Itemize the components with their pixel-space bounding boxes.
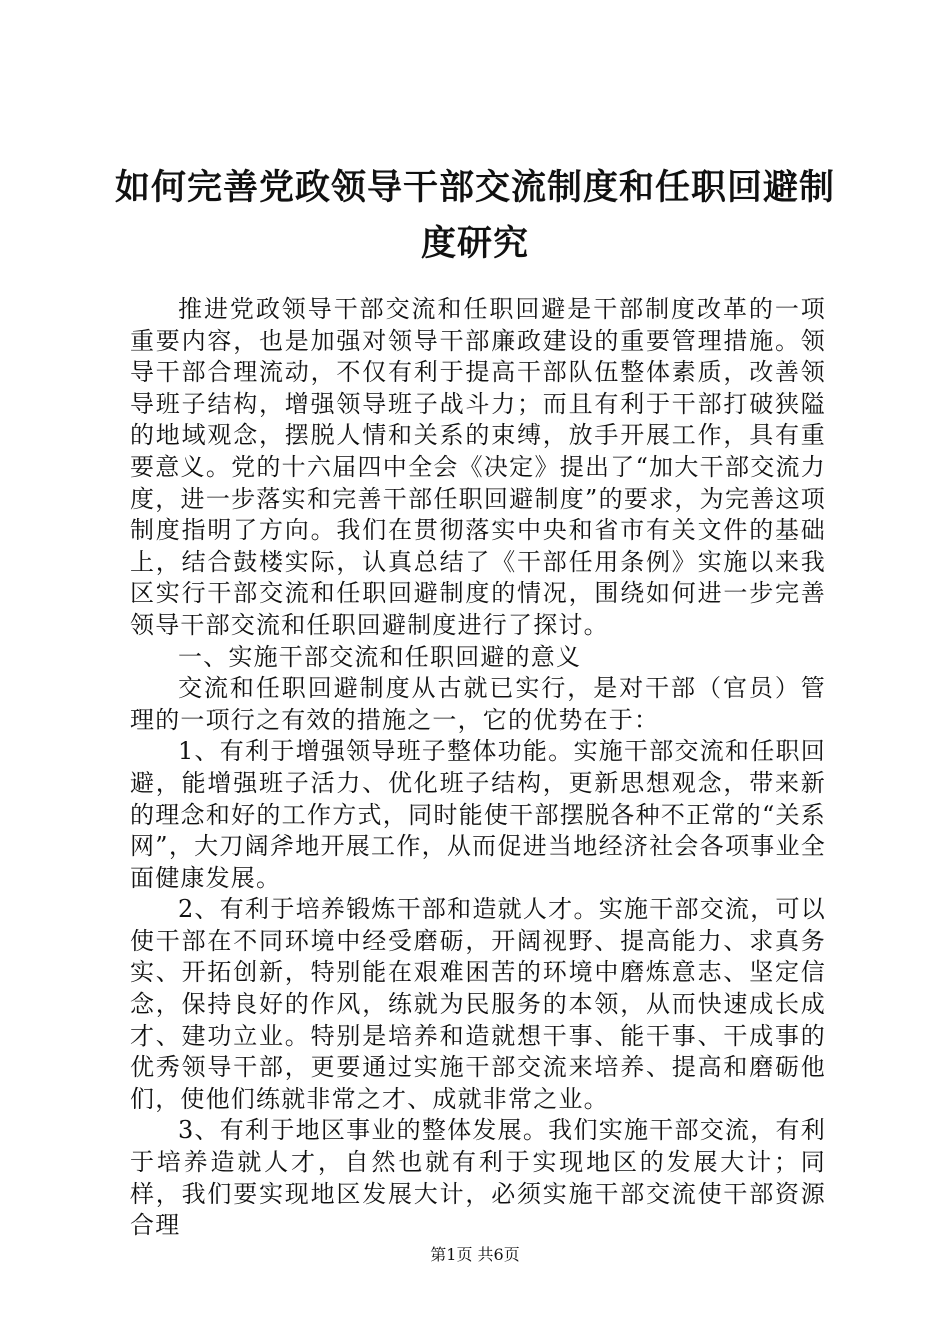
document-title: 如何完善党政领导干部交流制度和任职回避制度研究 <box>114 167 835 264</box>
list-item-2: 2、有利于培养锻炼干部和造就人才。实施干部交流，可以使干部在不同环境中经受磨砺，开阔视野、提高能力、求真务实、开拓创新，特别能在艰难困苦的环境中磨炼意志、坚定信念，保持良好的作风，练就为民服务的本领，从而快速成长成才、建功立业。特别是培养和造就想干事、能干事、干成事的优秀领导干部，更要通过实施干部交流来培养、提高和磨砺他们，使他们练就非常之才、成就非常之业。 <box>130 895 826 1113</box>
section-heading: 一、实施干部交流和任职回避的意义 <box>178 642 582 671</box>
intro-paragraph: 推进党政领导干部交流和任职回避是干部制度改革的一项重要内容，也是加强对领导干部廉政建设的重要管理措施。领导干部合理流动，不仅有利于提高干部队伍整体素质，改善领导班子结构，增强领导班子战斗力；而且有利于干部打破狭隘的地域观念，摆脱人情和关系的束缚，放手开展工作，具有重要意义。党的十六届四中全会《决定》提出了“加大干部交流力度，进一步落实和完善干部任职回避制度”的要求，为完善这项制度指明了方向。我们在贯彻落实中央和省市有关文件的基础上，结合鼓楼实际，认真总结了《干部任用条例》实施以来我区实行干部交流和任职回避制度的情况，围绕如何进一步完善领导干部交流和任职回避制度进行了探讨。 <box>130 295 826 639</box>
page-footer: 第1页 共6页 <box>430 1245 520 1264</box>
list-item-3: 3、有利于地区事业的整体发展。我们实施干部交流，有利于培养造就人才，自然也就有利于实现地区的发展大计；同样，我们要实现地区发展大计，必须实施干部交流使干部资源合理 <box>130 1116 826 1240</box>
body-paragraph: 交流和任职回避制度从古就已实行，是对干部（官员）管理的一项行之有效的措施之一，它的优势在于： <box>130 674 826 734</box>
document-body <box>130 294 826 1242</box>
list-item-1: 1、有利于增强领导班子整体功能。实施干部交流和任职回避，能增强班子活力、优化班子结构，更新思想观念，带来新的理念和好的工作方式，同时能使干部摆脱各种不正常的“关系网”，大刀阔斧地开展工作，从而促进当地经济社会各项事业全面健康发展。 <box>130 737 826 892</box>
